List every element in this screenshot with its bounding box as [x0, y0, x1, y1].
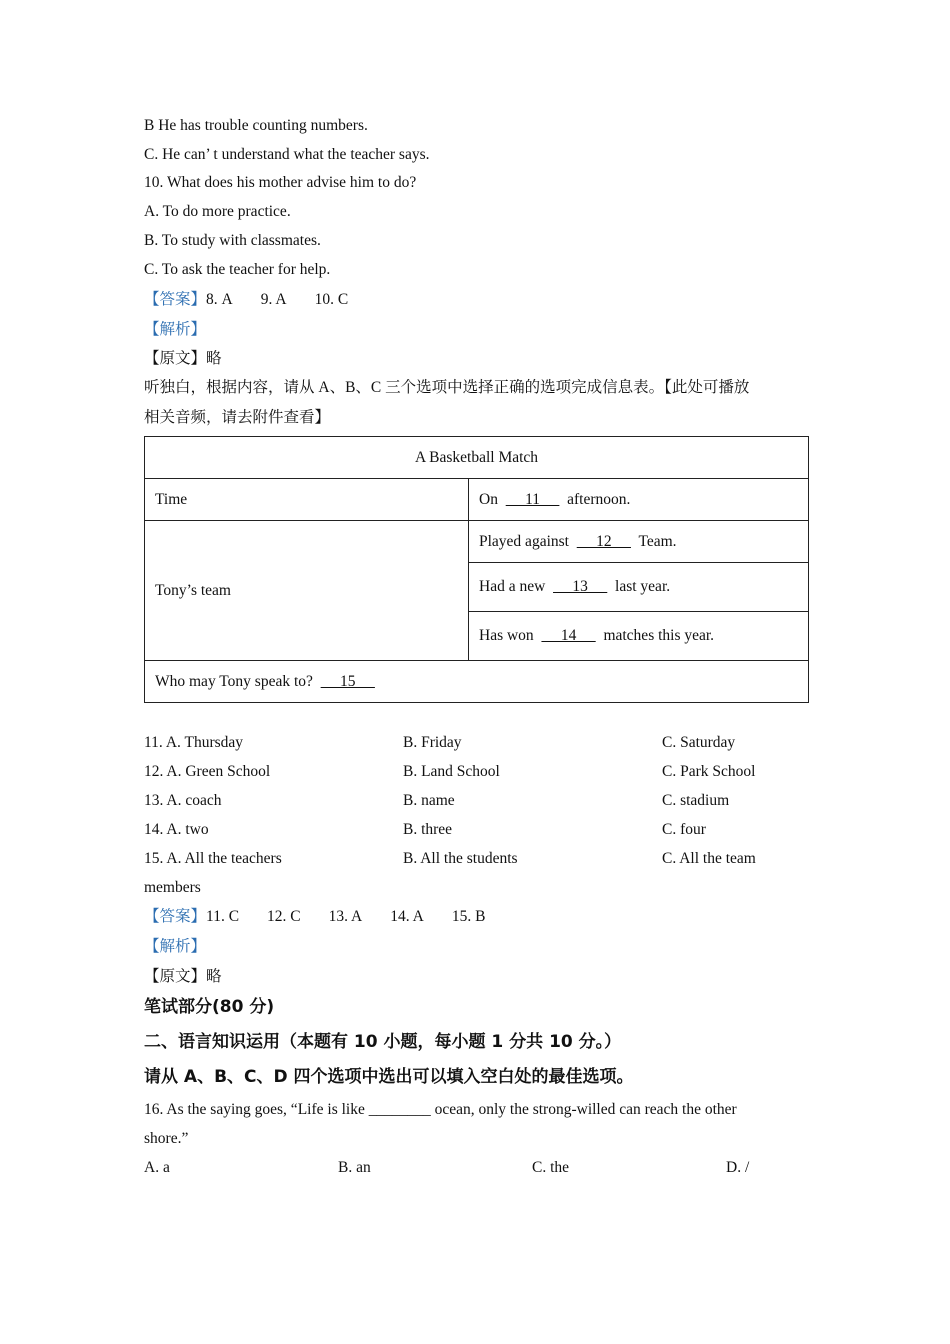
option-13-b: B. name	[403, 792, 455, 809]
written-heading: 笔试部分(80 分)	[144, 997, 275, 1017]
answer-9: 9. A	[260, 291, 287, 308]
info-table	[144, 436, 809, 703]
option-12-c: C. Park School	[662, 763, 756, 780]
answer-11: 11. C	[206, 908, 240, 925]
time-post: afternoon.	[567, 490, 631, 508]
time-pre: On	[479, 490, 498, 508]
part-title: 二、语言知识运用（本题有 10 小题，每小题 1 分共 10 分。）	[144, 1032, 622, 1052]
blank-13: 13	[553, 578, 608, 595]
row3-post: matches this year.	[603, 627, 715, 644]
original-line-2	[144, 967, 222, 987]
team-label: Tony’s team	[145, 521, 469, 661]
who-row	[145, 661, 809, 703]
option-15-a: 15. A. All the teachers	[144, 850, 282, 867]
row1-pre: Played against	[479, 532, 569, 550]
option-12-b: B. Land School	[403, 763, 500, 780]
q9-option-c: C. He can’ t understand what the teacher says.	[144, 146, 430, 163]
option-11-b: B. Friday	[403, 734, 462, 751]
row2-post: last year.	[615, 578, 671, 595]
option-13-a: 13. A. coach	[144, 792, 222, 809]
original-text: 略	[206, 350, 222, 367]
blank-11: 11	[505, 490, 560, 508]
row3-pre: Has won	[479, 627, 534, 644]
q10-option-c: C. To ask the teacher for help.	[144, 261, 331, 278]
blank-14: 14	[541, 627, 596, 644]
option-14-a: 14. A. two	[144, 821, 209, 838]
option-15-c-wrap: members	[144, 879, 201, 896]
table-title: A Basketball Match	[145, 437, 809, 479]
option-15-b: B. All the students	[403, 850, 518, 867]
who-pre: Who may Tony speak to?	[155, 672, 313, 690]
instruction-line-1: 听独白，根据内容，请从 A、B、C 三个选项中选择正确的选项完成信息表。【此处可播放	[144, 379, 750, 396]
option-14-b: B. three	[403, 821, 453, 838]
analysis-tag-1: 【解析】	[144, 321, 207, 338]
option-12-a: 12. A. Green School	[144, 763, 271, 780]
option-14-c: C. four	[662, 821, 706, 838]
answer-tag: 【答案】	[144, 291, 207, 308]
option-11-a: 11. A. Thursday	[144, 734, 244, 751]
answer-10: 10. C	[314, 291, 349, 308]
q16-option-a: A. a	[144, 1159, 170, 1176]
instruction-line-2: 相关音频，请去附件查看】	[144, 409, 331, 426]
answer-12: 12. C	[267, 908, 301, 925]
team-row-3	[469, 612, 809, 661]
q10-question: 10. What does his mother advise him to do?	[144, 174, 417, 191]
blank-15: 15	[320, 672, 375, 690]
row2-pre: Had a new	[479, 578, 546, 595]
q16-option-d: D. /	[726, 1159, 750, 1176]
part-instruction: 请从 A、B、C、D 四个选项中选出可以填入空白处的最佳选项。	[144, 1067, 634, 1087]
answer-line-1	[144, 290, 348, 310]
answer-8: 8. A	[206, 291, 233, 308]
q16-line-2: shore.”	[144, 1130, 189, 1147]
q10-option-b: B. To study with classmates.	[144, 232, 321, 249]
team-row-2	[469, 563, 809, 612]
original-tag-2: 【原文】	[144, 968, 207, 985]
option-13-c: C. stadium	[662, 792, 730, 809]
option-15-c: C. All the team	[662, 850, 756, 867]
q16-option-c: C. the	[532, 1159, 570, 1176]
option-11-c: C. Saturday	[662, 734, 736, 751]
blank-12: 12	[576, 532, 631, 550]
q16-line-1: 16. As the saying goes, “Life is like ________ ocean, only the strong-willed can reach the other	[144, 1101, 737, 1118]
answer-15: 15. B	[451, 908, 486, 925]
team-row-1	[469, 521, 809, 563]
row1-post: Team.	[638, 532, 677, 550]
answer-line-2	[144, 907, 485, 927]
original-tag: 【原文】	[144, 350, 207, 367]
original-line-1	[144, 349, 222, 369]
analysis-tag-2: 【解析】	[144, 938, 207, 955]
answer-13: 13. A	[328, 908, 363, 925]
answer-14: 14. A	[390, 908, 424, 925]
time-label: Time	[145, 479, 469, 521]
time-cell	[469, 479, 809, 521]
q9-option-b: B He has trouble counting numbers.	[144, 117, 368, 134]
answer-tag-2: 【答案】	[144, 908, 207, 925]
original-text-2: 略	[206, 968, 222, 985]
q10-option-a: A. To do more practice.	[144, 203, 291, 220]
q16-option-b: B. an	[338, 1159, 371, 1176]
